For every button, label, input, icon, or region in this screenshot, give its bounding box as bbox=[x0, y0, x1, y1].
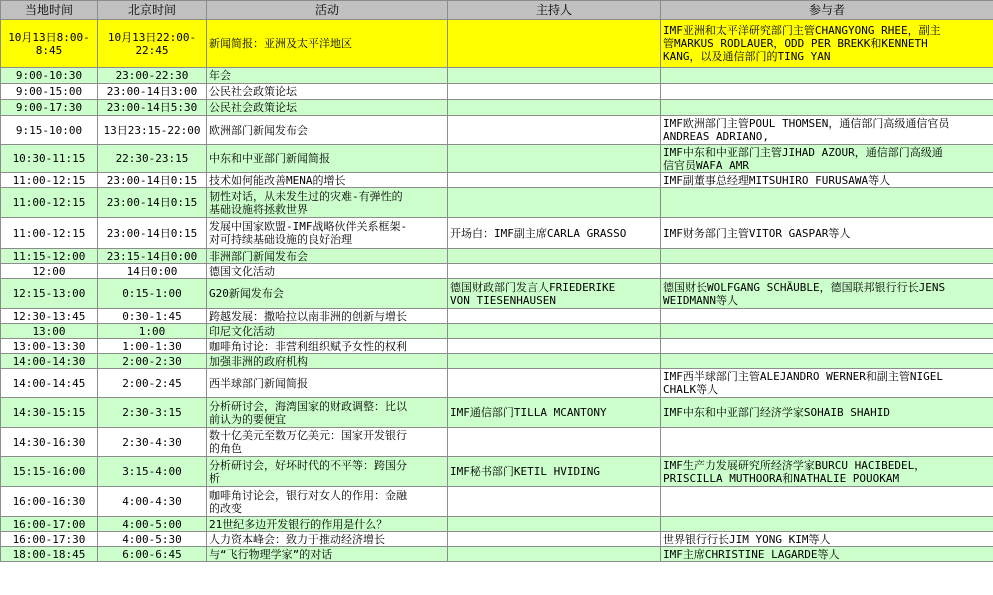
cell-host bbox=[448, 100, 661, 116]
cell-beijing-time: 23:15-14日0:00 bbox=[98, 249, 207, 264]
cell-activity: G20新闻发布会 bbox=[207, 279, 448, 309]
cell-participants bbox=[661, 84, 993, 100]
cell-local-time: 9:00-17:30 bbox=[1, 100, 98, 116]
header-row bbox=[1, 1, 993, 20]
cell-beijing-time: 2:00-2:30 bbox=[98, 354, 207, 369]
cell-host: IMF通信部门TILLA MCANTONY bbox=[448, 398, 661, 428]
cell-local-time: 11:00-12:15 bbox=[1, 218, 98, 249]
cell-beijing-time: 2:30-4:30 bbox=[98, 428, 207, 457]
cell-local-time: 11:00-12:15 bbox=[1, 188, 98, 218]
cell-beijing-time: 2:00-2:45 bbox=[98, 369, 207, 398]
table-row bbox=[1, 369, 993, 398]
header-local-time: 当地时间 bbox=[1, 1, 98, 20]
cell-participants: IMF副董事总经理MITSUHIRO FURUSAWA等人 bbox=[661, 173, 993, 188]
cell-host bbox=[448, 84, 661, 100]
cell-activity: 加强非洲的政府机构 bbox=[207, 354, 448, 369]
cell-host bbox=[448, 145, 661, 173]
cell-participants: IMF西半球部门主管ALEJANDRO WERNER和副主管NIGEL CHALK等人 bbox=[661, 369, 993, 398]
cell-local-time: 10:30-11:15 bbox=[1, 145, 98, 173]
cell-local-time: 12:30-13:45 bbox=[1, 309, 98, 324]
cell-participants: IMF生产力发展研究所经济学家BURCU HACIBEDEL， PRISCILLA MUTHOORA和NATHALIE POUOKAM bbox=[661, 457, 993, 487]
cell-activity: 人力资本峰会：致力于推动经济增长 bbox=[207, 532, 448, 547]
table-row bbox=[1, 145, 993, 173]
table-row bbox=[1, 84, 993, 100]
cell-beijing-time: 4:00-5:00 bbox=[98, 517, 207, 532]
cell-host bbox=[448, 324, 661, 339]
cell-activity: 公民社会政策论坛 bbox=[207, 100, 448, 116]
cell-beijing-time: 6:00-6:45 bbox=[98, 547, 207, 562]
table-row bbox=[1, 264, 993, 279]
table-row bbox=[1, 188, 993, 218]
cell-beijing-time: 0:30-1:45 bbox=[98, 309, 207, 324]
cell-beijing-time: 1:00 bbox=[98, 324, 207, 339]
cell-local-time: 9:00-15:00 bbox=[1, 84, 98, 100]
cell-local-time: 14:30-16:30 bbox=[1, 428, 98, 457]
cell-activity: 咖啡角讨论：非营利组织赋予女性的权利 bbox=[207, 339, 448, 354]
cell-participants: 德国财长WOLFGANG SCHÄUBLE，德国联邦银行行长JENS WEIDMANN等人 bbox=[661, 279, 993, 309]
cell-host: 德国财政部门发言人FRIEDERIKE VON TIESENHAUSEN bbox=[448, 279, 661, 309]
header-host: 主持人 bbox=[448, 1, 661, 20]
cell-participants bbox=[661, 354, 993, 369]
cell-beijing-time: 0:15-1:00 bbox=[98, 279, 207, 309]
cell-activity: 咖啡角讨论会，银行对女人的作用：金融 的改变 bbox=[207, 487, 448, 517]
cell-beijing-time: 23:00-14日0:15 bbox=[98, 218, 207, 249]
cell-host bbox=[448, 339, 661, 354]
table-row bbox=[1, 218, 993, 249]
cell-activity: 年会 bbox=[207, 68, 448, 84]
cell-activity: 分析研讨会，好坏时代的不平等：跨国分 析 bbox=[207, 457, 448, 487]
cell-host bbox=[448, 428, 661, 457]
cell-beijing-time: 4:00-4:30 bbox=[98, 487, 207, 517]
cell-host bbox=[448, 264, 661, 279]
cell-participants bbox=[661, 100, 993, 116]
cell-activity: 发展中国家欧盟-IMF战略伙伴关系框架- 对可持续基础设施的良好治理 bbox=[207, 218, 448, 249]
table-row bbox=[1, 398, 993, 428]
cell-local-time: 13:00-13:30 bbox=[1, 339, 98, 354]
cell-local-time: 18:00-18:45 bbox=[1, 547, 98, 562]
table-row bbox=[1, 339, 993, 354]
cell-host bbox=[448, 369, 661, 398]
header-participants: 参与者 bbox=[661, 1, 993, 20]
cell-beijing-time: 3:15-4:00 bbox=[98, 457, 207, 487]
cell-beijing-time: 2:30-3:15 bbox=[98, 398, 207, 428]
table-row bbox=[1, 354, 993, 369]
cell-participants: 世界银行行长JIM YONG KIM等人 bbox=[661, 532, 993, 547]
cell-participants: IMF中东和中亚部门主管JIHAD AZOUR，通信部门高级通 信官员WAFA AMR bbox=[661, 145, 993, 173]
cell-participants bbox=[661, 68, 993, 84]
cell-host bbox=[448, 68, 661, 84]
header-beijing-time: 北京时间 bbox=[98, 1, 207, 20]
header-activity: 活动 bbox=[207, 1, 448, 20]
cell-activity: 21世纪多边开发银行的作用是什么？ bbox=[207, 517, 448, 532]
cell-beijing-time: 10月13日22:00- 22:45 bbox=[98, 20, 207, 68]
cell-local-time: 15:15-16:00 bbox=[1, 457, 98, 487]
cell-host bbox=[448, 173, 661, 188]
cell-host bbox=[448, 547, 661, 562]
table-row bbox=[1, 487, 993, 517]
cell-activity: 中东和中亚部门新闻简报 bbox=[207, 145, 448, 173]
cell-host bbox=[448, 517, 661, 532]
cell-host bbox=[448, 309, 661, 324]
cell-activity: 公民社会政策论坛 bbox=[207, 84, 448, 100]
table-row bbox=[1, 457, 993, 487]
cell-host bbox=[448, 20, 661, 68]
cell-beijing-time: 23:00-22:30 bbox=[98, 68, 207, 84]
cell-local-time: 14:30-15:15 bbox=[1, 398, 98, 428]
cell-host bbox=[448, 116, 661, 145]
cell-activity: 数十亿美元至数万亿美元：国家开发银行 的角色 bbox=[207, 428, 448, 457]
cell-participants bbox=[661, 264, 993, 279]
cell-local-time: 9:00-10:30 bbox=[1, 68, 98, 84]
cell-local-time: 14:00-14:30 bbox=[1, 354, 98, 369]
cell-host bbox=[448, 249, 661, 264]
cell-host bbox=[448, 487, 661, 517]
cell-participants bbox=[661, 487, 993, 517]
cell-participants bbox=[661, 249, 993, 264]
cell-beijing-time: 1:00-1:30 bbox=[98, 339, 207, 354]
cell-activity: 德国文化活动 bbox=[207, 264, 448, 279]
cell-host bbox=[448, 532, 661, 547]
cell-beijing-time: 23:00-14日3:00 bbox=[98, 84, 207, 100]
cell-beijing-time: 22:30-23:15 bbox=[98, 145, 207, 173]
cell-participants bbox=[661, 324, 993, 339]
cell-beijing-time: 14日0:00 bbox=[98, 264, 207, 279]
cell-beijing-time: 4:00-5:30 bbox=[98, 532, 207, 547]
cell-activity: 韧性对话，从未发生过的灾难-有弹性的 基础设施将拯救世界 bbox=[207, 188, 448, 218]
cell-activity: 印尼文化活动 bbox=[207, 324, 448, 339]
cell-activity: 与“飞行物理学家”的对话 bbox=[207, 547, 448, 562]
cell-participants: IMF主席CHRISTINE LAGARDE等人 bbox=[661, 547, 993, 562]
table-row bbox=[1, 20, 993, 68]
cell-beijing-time: 23:00-14日0:15 bbox=[98, 188, 207, 218]
cell-local-time: 10月13日8:00- 8:45 bbox=[1, 20, 98, 68]
table-row bbox=[1, 324, 993, 339]
cell-host bbox=[448, 188, 661, 218]
cell-local-time: 14:00-14:45 bbox=[1, 369, 98, 398]
table-row bbox=[1, 547, 993, 562]
table-row bbox=[1, 68, 993, 84]
cell-participants: IMF财务部门主管VITOR GASPAR等人 bbox=[661, 218, 993, 249]
cell-host: IMF秘书部门KETIL HVIDING bbox=[448, 457, 661, 487]
cell-participants bbox=[661, 339, 993, 354]
cell-participants bbox=[661, 188, 993, 218]
cell-activity: 新闻简报：亚洲及太平洋地区 bbox=[207, 20, 448, 68]
cell-participants: IMF亚洲和太平洋研究部门主管CHANGYONG RHEE，副主 管MARKUS RODLAUER，ODD PER BREKK和KENNETH KANG，以及通信部门的TING YAN bbox=[661, 20, 993, 68]
cell-activity: 欧洲部门新闻发布会 bbox=[207, 116, 448, 145]
cell-activity: 技术如何能改善MENA的增长 bbox=[207, 173, 448, 188]
cell-participants bbox=[661, 309, 993, 324]
cell-local-time: 12:00 bbox=[1, 264, 98, 279]
schedule-body bbox=[1, 20, 993, 562]
cell-beijing-time: 23:00-14日5:30 bbox=[98, 100, 207, 116]
table-row bbox=[1, 116, 993, 145]
table-row bbox=[1, 279, 993, 309]
table-row bbox=[1, 532, 993, 547]
table-row bbox=[1, 517, 993, 532]
table-row bbox=[1, 173, 993, 188]
table-row bbox=[1, 428, 993, 457]
cell-activity: 非洲部门新闻发布会 bbox=[207, 249, 448, 264]
cell-activity: 西半球部门新闻简报 bbox=[207, 369, 448, 398]
table-row bbox=[1, 309, 993, 324]
cell-participants bbox=[661, 428, 993, 457]
cell-host bbox=[448, 354, 661, 369]
cell-local-time: 11:00-12:15 bbox=[1, 173, 98, 188]
cell-local-time: 12:15-13:00 bbox=[1, 279, 98, 309]
cell-activity: 跨越发展：撒哈拉以南非洲的创新与增长 bbox=[207, 309, 448, 324]
cell-local-time: 16:00-17:30 bbox=[1, 532, 98, 547]
cell-beijing-time: 13日23:15-22:00 bbox=[98, 116, 207, 145]
table-row bbox=[1, 100, 993, 116]
cell-activity: 分析研讨会，海湾国家的财政调整：比以 前认为的要便宜 bbox=[207, 398, 448, 428]
cell-participants bbox=[661, 517, 993, 532]
cell-local-time: 16:00-16:30 bbox=[1, 487, 98, 517]
cell-local-time: 9:15-10:00 bbox=[1, 116, 98, 145]
table-row bbox=[1, 249, 993, 264]
cell-participants: IMF欧洲部门主管POUL THOMSEN，通信部门高级通信官员 ANDREAS ADRIANO, bbox=[661, 116, 993, 145]
cell-local-time: 11:15-12:00 bbox=[1, 249, 98, 264]
cell-local-time: 13:00 bbox=[1, 324, 98, 339]
cell-beijing-time: 23:00-14日0:15 bbox=[98, 173, 207, 188]
cell-local-time: 16:00-17:00 bbox=[1, 517, 98, 532]
cell-participants: IMF中东和中亚部门经济学家SOHAIB SHAHID bbox=[661, 398, 993, 428]
cell-host: 开场白：IMF副主席CARLA GRASSO bbox=[448, 218, 661, 249]
